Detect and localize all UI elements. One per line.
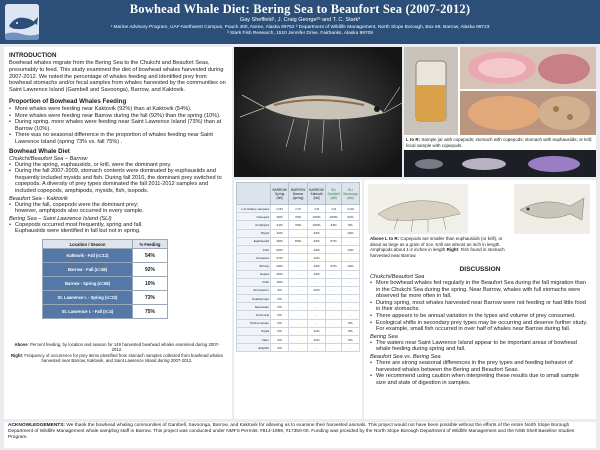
table-cell: 44%: [307, 270, 325, 278]
feeding-table: [42, 239, 168, 319]
table-cell: -: [341, 286, 359, 294]
table-cell: 83%: [289, 237, 308, 245]
table-cell: 100%: [326, 213, 342, 221]
caption-label: Above L to R:: [370, 236, 400, 241]
caption-text: : Frequency of occurrence for prey items identified from stomach samples collected from bowhead whales harvested near Barrow, Kaktovik, and Saint Lawrence Island during 2007-2012.: [21, 352, 224, 363]
list-item: • We recommend using caution when interpreting these results due to small sample size and state of digestion in samples.: [370, 373, 590, 386]
acknowledgements: [4, 422, 596, 448]
list-item: • During the spring, euphausiids, or krill, were the dominant prey.: [9, 162, 227, 169]
table-cell: 54%: [133, 249, 168, 263]
table-cell: 92%: [133, 263, 168, 277]
table-cell: Isopod: [237, 270, 271, 278]
table-cell: 6%: [341, 336, 359, 344]
table-cell: -: [341, 278, 359, 286]
table-cell: -: [307, 311, 325, 319]
intro-heading: INTRODUCTION: [9, 52, 57, 59]
caption-text: : Fish found in stomach harvested near Barrow.: [370, 247, 505, 258]
table-cell: -: [289, 262, 308, 270]
table-cell: -: [341, 311, 359, 319]
table-cell: -: [326, 286, 342, 294]
sample-photos: [404, 47, 596, 135]
table-row: [237, 344, 360, 352]
table-row: [43, 249, 168, 263]
table-cell: Euphausiid: [237, 237, 271, 245]
table-cell: Barrow - Fall (n=48): [43, 263, 133, 277]
table-cell: -: [326, 319, 342, 327]
discussion-list: [370, 340, 590, 353]
discussion-subheading: Beaufort Sea vs. Bering Sea: [370, 353, 441, 360]
poster-header: [0, 0, 600, 44]
list-item: • During the fall, copepods were the dominant prey; however, amphipods also occurred in every sample.: [9, 202, 159, 215]
table-row: [237, 262, 360, 270]
list-item: • More bowhead whales fed regularly in the Beaufort Sea during the fall migration than in the Chukchi Sea during the spring. Near Barrow, whales with full stomachs were observed far more often in fall.: [370, 280, 590, 300]
table-cell: St. Lawrence I. - Fall (n=4): [43, 305, 133, 319]
table-row: [237, 295, 360, 303]
table-cell: -: [289, 303, 308, 311]
photo-caption-top: [406, 137, 594, 148]
krill-photo: [234, 47, 402, 177]
table-cell: 44%: [307, 237, 325, 245]
table-row: [237, 254, 360, 262]
list-item: • Copepods occurred most frequently, spring and fall. Euphausiids were identified in fall but not in spring.: [9, 222, 169, 235]
table-row: [43, 291, 168, 305]
diet-subheading: Beaufort Sea - Kaktovik: [9, 195, 68, 202]
caption-label: L to R:: [406, 137, 421, 142]
table-header-row: [43, 240, 168, 249]
table-cell: 11%: [307, 327, 325, 335]
table-header: BARROW Barrow (spring): [289, 183, 308, 205]
diet-subheading: Chukchi/Beaufort Sea – Barrow: [9, 155, 88, 162]
right-column: [364, 180, 596, 419]
left-column: [4, 47, 232, 419]
prey-table-panel: [234, 180, 362, 419]
table-header: [237, 183, 271, 205]
table-cell: n=4: [326, 205, 342, 213]
table-header: SLI Savoonga (fall): [341, 183, 359, 205]
table-cell: 29%: [271, 262, 289, 270]
proportion-heading: Proportion of Bowhead Whales Feeding: [9, 97, 127, 105]
table-cell: 4%: [271, 286, 289, 294]
ack-label: ACKNOWLEDGEMENTS:: [8, 423, 66, 428]
table-cell: 19%: [341, 262, 359, 270]
sample-photos-panel: [404, 47, 596, 177]
table-cell: -: [289, 229, 308, 237]
table-cell: -: [341, 254, 359, 262]
table-cell: -: [307, 295, 325, 303]
ack-text: We thank the bowhead whaling communities of Gambell, Savoonga, Barrow, and Kaktovik for allowing us to examine their harvested animals. This project would not have been possible without the efforts of the entire North Slope Borough Department of Wildlife Management whale sampling staff in Barrow. This project was conducted under NMFS Permits: #814-1899, #17350-00. Funding was provided by the North Slope Borough Department of Wildlife Management and the NSB Shell Baseline Studies Program.: [8, 423, 575, 440]
list-item: • More whales were feeding near Kaktovik (92%) than at Kaktovik (54%).: [9, 106, 227, 113]
table-cell: 44%: [307, 229, 325, 237]
table-header: SLI Gambell (fall): [326, 183, 342, 205]
discussion-list: [370, 280, 590, 333]
caption-label: Above: [14, 342, 28, 347]
table-cell: 6%: [341, 319, 359, 327]
table-cell: 42%: [271, 229, 289, 237]
table-cell: -: [289, 286, 308, 294]
table-cell: 2%: [271, 336, 289, 344]
table-cell: Kaktovik - Fall (n=12): [43, 249, 133, 263]
table-row: [237, 327, 360, 335]
table-row: [237, 336, 360, 344]
table-row: [237, 303, 360, 311]
table-cell: -: [326, 344, 342, 352]
table-cell: 44%: [307, 262, 325, 270]
table-cell: Snail/Limpet: [237, 295, 271, 303]
affiliation-line: ¹ Marine Advisory Program, UAF-Northwest Campus, Pouch 400, Nome, Alaska 99762 ² Department of Wildlife Management, North Slope Borough, Box 69, Barrow, Alaska 99723: [110, 25, 490, 30]
table-cell: Nematode: [237, 303, 271, 311]
table-row: [237, 278, 360, 286]
diet-list: [9, 162, 227, 195]
table-cell: 2%: [271, 303, 289, 311]
table-cell: 15%: [271, 278, 289, 286]
table-cell: Jellyfish: [237, 344, 271, 352]
table-row: [43, 277, 168, 291]
table-cell: Cumacea: [237, 254, 271, 262]
table-cell: Barrow - Spring (n=58): [43, 277, 133, 291]
table-cell: Shrimp: [237, 262, 271, 270]
table-cell: Shrimp larvae: [237, 319, 271, 327]
table-cell: -: [307, 344, 325, 352]
table-cell: 6%: [341, 221, 359, 229]
table-cell: 44%: [307, 245, 325, 253]
list-item: • The waters near Saint Lawrence Island appear to be important areas of bowhead whale feeding during spring and fall.: [370, 340, 590, 353]
discussion-heading: DISCUSSION: [459, 266, 501, 273]
table-cell: Copepod: [237, 213, 271, 221]
table-cell: n=16: [341, 205, 359, 213]
table-cell: Crab: [237, 278, 271, 286]
table-cell: -: [289, 245, 308, 253]
feeding-table-caption: [10, 342, 224, 363]
table-cell: -: [326, 336, 342, 344]
table-cell: -: [341, 295, 359, 303]
table-header: BARROW Kaktovik (fall): [307, 183, 325, 205]
table-cell: 46%: [271, 213, 289, 221]
table-cell: -: [326, 229, 342, 237]
table-cell: 11%: [307, 336, 325, 344]
table-cell: n=51: [271, 205, 289, 213]
table-row: [43, 305, 168, 319]
discussion-list: [370, 360, 590, 386]
table-cell: -: [341, 344, 359, 352]
table-cell: 22%: [307, 286, 325, 294]
diet-list: [9, 202, 159, 215]
table-cell: Mysid: [237, 229, 271, 237]
caption-label: Right: [446, 247, 459, 252]
table-row: [237, 270, 360, 278]
caption-text: Sample jar with copepods; stomach with copepods; stomach with euphausiids; or krill; fecal sample with copepods.: [406, 137, 593, 148]
table-cell: -: [289, 270, 308, 278]
diet-list: [9, 222, 169, 235]
table-cell: n of whales sampled: [237, 205, 271, 213]
photo-caption-mid: [370, 236, 512, 258]
table-cell: -: [289, 311, 308, 319]
table-cell: -: [326, 303, 342, 311]
table-cell: -: [326, 270, 342, 278]
table-row: [237, 319, 360, 327]
discussion-subheading: Bering Sea: [370, 333, 398, 340]
table-cell: -: [307, 303, 325, 311]
table-cell: 6%: [341, 327, 359, 335]
table-cell: -: [289, 336, 308, 344]
list-item: • During the fall 2007-2009, stomach contents were dominated by euphausiids and frequently included mysids and fish. During fall 2010, the dominant prey switched to copepods. A diversity of prey types dominated the fall 2011-2012 samples and included copepods, amphipods, mysids, fish, isopods.: [9, 168, 227, 194]
table-cell: 33%: [289, 221, 308, 229]
table-row: [237, 213, 360, 221]
diet-subheading: Bering Sea – Saint Lawrence Island (SLI): [9, 215, 112, 222]
table-row: [237, 229, 360, 237]
table-cell: -: [326, 278, 342, 286]
table-cell: 46%: [271, 237, 289, 245]
table-row: [237, 221, 360, 229]
table-cell: 73%: [133, 291, 168, 305]
poster-title: Bowhead Whale Diet: Bering Sea to Beaufort Sea (2007-2012): [129, 2, 471, 16]
table-cell: 91%: [341, 213, 359, 221]
table-cell: 13%: [341, 245, 359, 253]
table-cell: Fish: [237, 245, 271, 253]
table-cell: 2%: [271, 319, 289, 327]
table-cell: Octocoral: [237, 311, 271, 319]
table-row: [237, 245, 360, 253]
poster-affiliations: [0, 25, 600, 37]
table-row: [43, 263, 168, 277]
table-cell: 2%: [271, 344, 289, 352]
table-cell: 2%: [271, 327, 289, 335]
table-row: [237, 286, 360, 294]
table-cell: Squid: [237, 327, 271, 335]
table-cell: -: [326, 295, 342, 303]
table-cell: -: [289, 278, 308, 286]
intro-text: Bowhead whales migrate from the Bering Sea to the Chukchi and Beaufort Seas, presumably to feed. This study examined the diet of bowhead whales harvested during 2007-2012. We noted the percentage of whales feeding and identified prey from bowhead stomachs and/or fecal samples from whales harvested by the communities on Saint Lawrence Island (Gambell and Savoonga), Barrow, and Kaktovik.: [9, 60, 226, 94]
discussion-section: [370, 264, 590, 386]
table-cell: 33%: [326, 221, 342, 229]
table-cell: 19%: [341, 229, 359, 237]
table-row: [237, 311, 360, 319]
prey-table: [236, 182, 360, 352]
table-cell: Clam: [237, 336, 271, 344]
table-cell: -: [307, 319, 325, 327]
proportion-list: [9, 106, 227, 146]
table-row: [237, 205, 360, 213]
copepod-photos: [404, 150, 596, 177]
table-cell: 27%: [271, 254, 289, 262]
table-cell: 2%: [271, 311, 289, 319]
affiliation-line: ³ Stark Fish Research, 1510 Jennifer Drive, Fairbanks, Alaska 99709: [227, 31, 373, 36]
table-cell: n=9: [307, 205, 325, 213]
table-cell: 25%: [271, 270, 289, 278]
table-cell: 10%: [133, 277, 168, 291]
table-cell: 67%: [326, 262, 342, 270]
table-cell: -: [289, 295, 308, 303]
table-cell: 67%: [326, 237, 342, 245]
list-item: • There was no seasonal difference in the proportion of whales feeding near Saint Lawrence Island (spring 73% vs. fall 75%) .: [9, 132, 227, 145]
table-cell: 75%: [133, 305, 168, 319]
table-cell: -: [289, 319, 308, 327]
table-cell: -: [341, 303, 359, 311]
caption-text: : Percent feeding, by location and season for 149 harvested bowhead whales examined during 2007-2012.: [27, 342, 220, 353]
discussion-subheading: Chukchi/Beaufort Sea: [370, 274, 425, 280]
table-cell: Arrowworm: [237, 286, 271, 294]
table-cell: -: [326, 311, 342, 319]
table-row: [237, 237, 360, 245]
fish-photo: [514, 184, 590, 234]
table-header: % Feeding: [133, 240, 168, 249]
table-cell: St. Lawrence I. - Spring (n=22): [43, 291, 133, 305]
table-cell: 100%: [307, 221, 325, 229]
table-cell: -: [289, 254, 308, 262]
table-cell: 31%: [271, 221, 289, 229]
table-cell: 11%: [307, 254, 325, 262]
list-item: • During spring, most whales harvested near Barrow were not feeding or had little food in their stomachs.: [370, 300, 590, 313]
table-header: Location / Season: [43, 240, 133, 249]
table-cell: 33%: [289, 213, 308, 221]
list-item: • During spring, more whales were feeding near Saint Lawrence Island (73%) than at Barrow (10%).: [9, 119, 227, 132]
table-cell: 100%: [307, 213, 325, 221]
caption-label: Right: [10, 352, 22, 358]
amphipod-photo: [368, 184, 468, 234]
table-cell: -: [341, 270, 359, 278]
list-item: • More whales were feeding near Barrow during the fall (92%) than the spring (10%).: [9, 113, 227, 120]
table-cell: -: [307, 278, 325, 286]
table-cell: -: [326, 254, 342, 262]
table-cell: -: [326, 245, 342, 253]
list-item: • Ecological shifts in secondary prey types may be occurring and deserve further study. For example, small fish occurred in over half of whales near Barrow during fall.: [370, 320, 590, 333]
table-cell: n=6: [289, 205, 308, 213]
table-cell: 50%: [271, 245, 289, 253]
caption-text: Copepods are smaller than euphausiids (or krill), or about as large as a grain of rice. Krill are almost an inch in length. Amphipods about 1-2 inches in length: [370, 236, 503, 252]
table-cell: 2%: [271, 295, 289, 303]
table-cell: -: [289, 327, 308, 335]
table-header-row: [237, 183, 360, 205]
table-cell: -: [289, 344, 308, 352]
poster-authors: Gay Sheffield¹, J. Craig George²ᵃ and T. C. Stark³: [239, 17, 361, 23]
list-item: • There appears to be annual variation in the types and volume of prey consumed.: [370, 313, 590, 320]
table-header: BARROW Spring (fall): [271, 183, 289, 205]
table-cell: -: [326, 327, 342, 335]
list-item: • There are strong seasonal differences in the prey types and feeding behavior of harvested whales between the Bering and Beaufort Seas.: [370, 360, 590, 373]
table-cell: Amphipod: [237, 221, 271, 229]
table-cell: -: [341, 237, 359, 245]
diet-heading: Bowhead Whale Diet: [9, 147, 70, 155]
